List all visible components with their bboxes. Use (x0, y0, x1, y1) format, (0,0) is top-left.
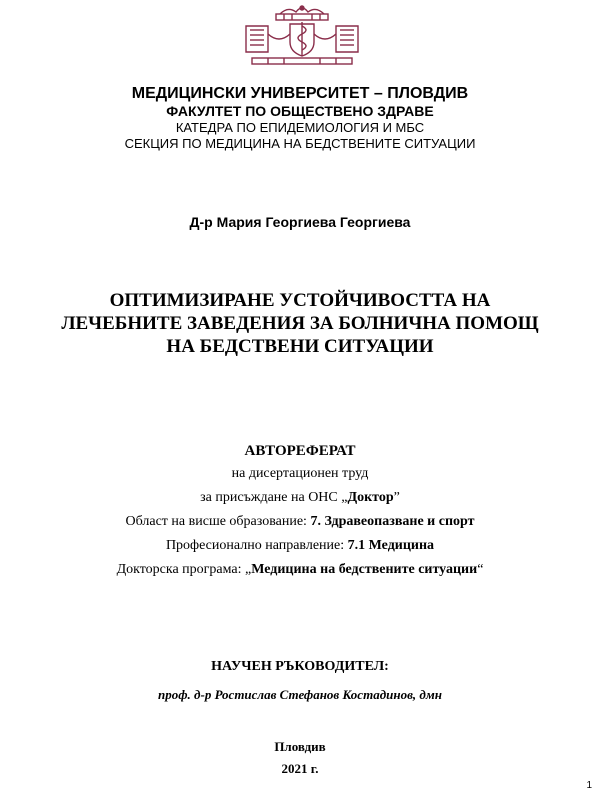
program-value: Медицина на бедствените ситуации (251, 562, 478, 577)
university-name: МЕДИЦИНСКИ УНИВЕРСИТЕТ – ПЛОВДИВ (131, 85, 469, 102)
supervisor-heading: НАУЧЕН РЪКОВОДИТЕЛ: (211, 659, 389, 674)
abstract-heading: АВТОРЕФЕРАТ (244, 443, 356, 459)
author-name: Д-р Мария Георгиева Георгиева (189, 214, 411, 230)
degree-prefix: за присъждане на ОНС „ (200, 490, 348, 505)
direction-label: Професионално направление: (165, 538, 348, 553)
page-number: 1 (586, 780, 592, 791)
university-crest-icon (232, 4, 372, 70)
title-line: ОПТИМИЗИРАНЕ УСТОЙЧИВОСТТА НА (109, 290, 491, 311)
direction-line (0, 534, 600, 558)
field-label: Област на висше образование: (125, 514, 311, 529)
abstract-block (0, 440, 600, 582)
abstract-line: на дисертационен труд (231, 466, 369, 481)
institution-header (0, 84, 600, 152)
faculty-name: ФАКУЛТЕТ ПО ОБЩЕСТВЕНО ЗДРАВЕ (166, 103, 434, 119)
department-name: КАТЕДРА ПО ЕПИДЕМИОЛОГИЯ И МБС (175, 120, 425, 135)
degree-suffix: ” (393, 490, 400, 505)
field-line (0, 510, 600, 534)
degree-value: Доктор (347, 490, 394, 505)
supervisor-name: проф. д-р Ростислав Стефанов Костадинов, дмн (158, 687, 442, 702)
program-suffix: “ (477, 562, 484, 577)
place-and-year (0, 736, 600, 780)
city: Пловдив (274, 739, 326, 754)
title-line: ЛЕЧЕБНИТЕ ЗАВЕДЕНИЯ ЗА БОЛНИЧНА ПОМОЩ (61, 313, 539, 334)
field-value: 7. Здравеопазване и спорт (310, 514, 475, 529)
direction-value: 7.1 Медицина (347, 538, 435, 553)
degree-line (0, 486, 600, 510)
supervisor-block (0, 656, 600, 706)
year: 2021 г. (281, 761, 319, 776)
program-label: Докторска програма: „ (116, 562, 252, 577)
section-name: СЕКЦИЯ ПО МЕДИЦИНА НА БЕДСТВЕНИТЕ СИТУАЦИИ (124, 136, 476, 151)
title-line: НА БЕДСТВЕНИ СИТУАЦИИ (166, 336, 434, 357)
dissertation-title (0, 289, 600, 358)
program-line (0, 558, 600, 582)
